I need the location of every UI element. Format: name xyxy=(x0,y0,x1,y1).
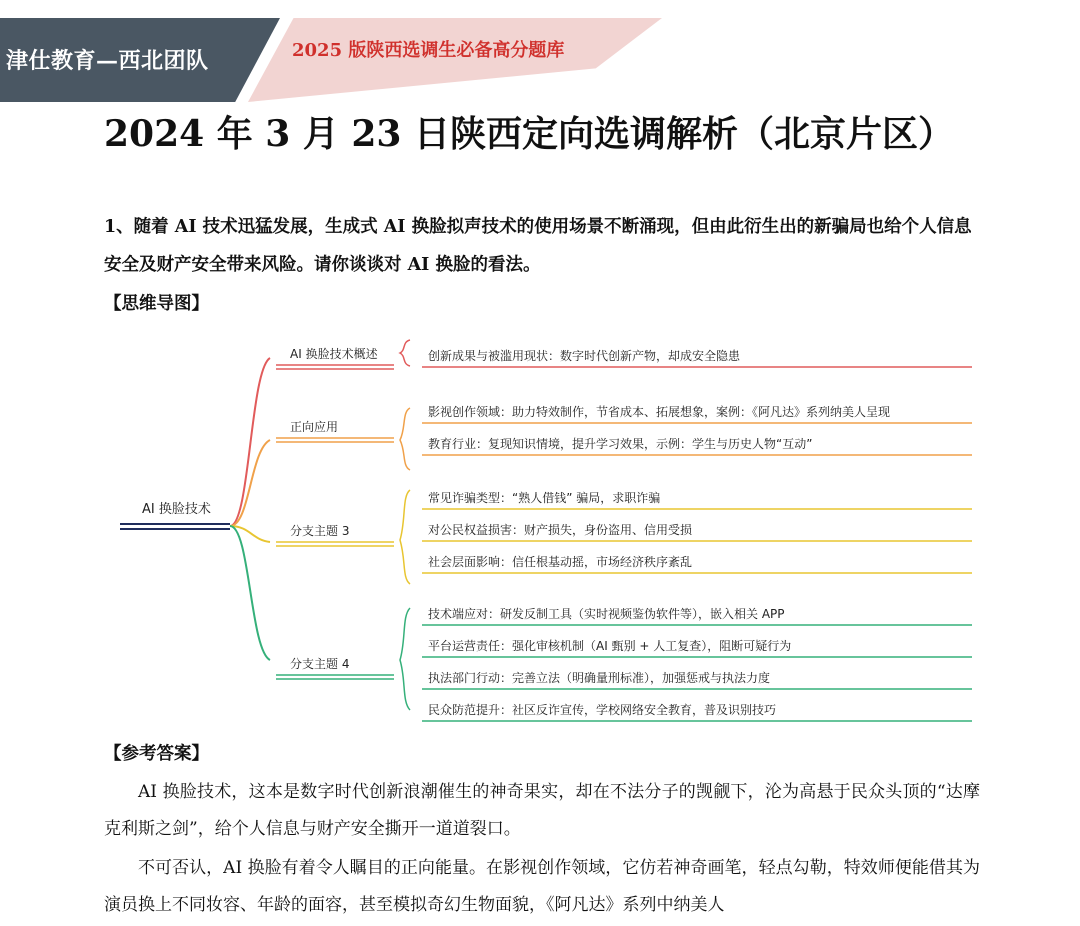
brace-2 xyxy=(400,408,410,470)
brace-4 xyxy=(400,608,410,710)
leaf-4-1: 技术端应对：研发反制工具（实时视频鉴伪软件等），嵌入相关 APP xyxy=(428,607,785,621)
leaf-3-2: 对公民权益损害：财产损失，身份盗用、信用受损 xyxy=(428,523,693,537)
leaf-2-2: 教育行业：复现知识情境，提升学习效果，示例：学生与历史人物“互动” xyxy=(428,437,813,451)
branch-underline-3 xyxy=(276,542,394,546)
answer-paragraph-2: 不可否认，AI 换脸有着令人瞩目的正向能量。在影视创作领域，它仿若神奇画笔，轻点勾勒，特效师便能借其为演员换上不同妆容、年龄的面容，甚至模拟奇幻生物面貌，《阿凡达》系列中纳美人 xyxy=(104,858,980,915)
header-team-name: 津仕教育—西北团队 xyxy=(6,48,209,74)
leaf-4-3: 执法部门行动：完善立法（明确量刑标准），加强惩戒与执法力度 xyxy=(428,671,771,685)
branch-label-1: AI 换脸技术概述 xyxy=(290,347,378,361)
question-text: 1、随着 AI 技术迅猛发展，生成式 AI 换脸拟声技术的使用场景不断涌现，但由此衍生出的新骗局也给个人信息安全及财产安全带来风险。请你谈谈对 AI 换脸的看法。 xyxy=(104,217,972,275)
answer-section-label: 【参考答案】 xyxy=(104,744,209,764)
leaf-4-2: 平台运营责任：强化审核机制（AI 甄别 + 人工复查），阻断可疑行为 xyxy=(428,639,792,653)
brace-1 xyxy=(400,340,410,366)
mindmap-section-label: 【思维导图】 xyxy=(104,294,209,314)
leaf-1-1: 创新成果与被滥用现状：数字时代创新产物，却成安全隐患 xyxy=(428,349,741,363)
branch-underline-4 xyxy=(276,675,394,679)
branch-underline-2 xyxy=(276,438,394,442)
branch-label-4: 分支主题 4 xyxy=(290,657,350,671)
leaf-4-4: 民众防范提升：社区反诈宣传，学校网络安全教育，普及识别技巧 xyxy=(428,703,777,717)
branch-curve-4 xyxy=(230,526,270,660)
leaf-3-3: 社会层面影响：信任根基动摇，市场经济秩序紊乱 xyxy=(428,555,693,569)
branch-label-3: 分支主题 3 xyxy=(290,524,350,538)
branch-label-2: 正向应用 xyxy=(290,420,339,434)
branch-curve-3 xyxy=(230,526,270,542)
branch-curve-1 xyxy=(230,358,270,526)
header-badge-text: 2025 版陕西选调生必备高分题库 xyxy=(292,40,565,61)
leaf-3-1: 常见诈骗类型：“熟人借钱” 骗局，求职诈骗 xyxy=(428,491,661,505)
brace-3 xyxy=(400,490,410,584)
page-title: 2024 年 3 月 23 日陕西定向选调解析（北京片区） xyxy=(104,113,955,155)
answer-paragraph-1: AI 换脸技术，这本是数字时代创新浪潮催生的神奇果实，却在不法分子的觊觎下，沦为高悬于民众头顶的“达摩克利斯之剑”，给个人信息与财产安全撕开一道道裂口。 xyxy=(104,782,980,839)
branch-underline-1 xyxy=(276,365,394,369)
mindmap-root: AI 换脸技术 xyxy=(142,502,211,517)
leaf-2-1: 影视创作领域：助力特效制作，节省成本、拓展想象，案例：《阿凡达》系列纳美人呈现 xyxy=(428,405,891,419)
